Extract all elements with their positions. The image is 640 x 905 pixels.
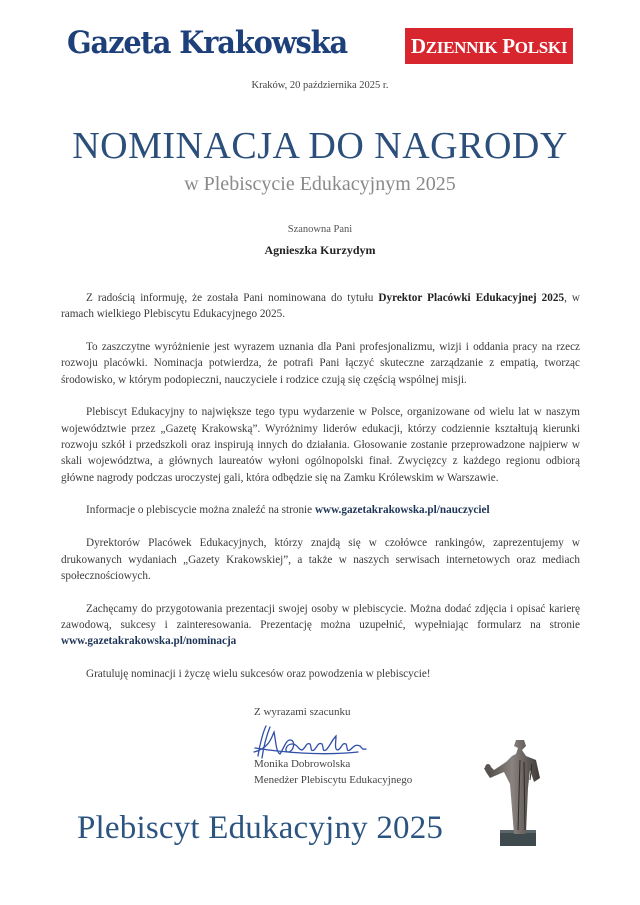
paragraph-text: , w ramach wielkiego Plebiscytu Edukacyjnego 2025. bbox=[61, 292, 580, 321]
dziennik-polski-logo bbox=[405, 28, 573, 64]
footer-title: Plebiscyt Edukacyjny 2025 bbox=[77, 810, 444, 846]
nominacja-link[interactable]: www.gazetakrakowska.pl/nominacja bbox=[61, 635, 237, 648]
letter-title: NOMINACJA DO NAGRODY bbox=[72, 125, 568, 167]
paragraph-text: Zachęcamy do przygotowania prezentacji swojej osoby w plebiscycie. Można dodać zdjęcia i opisać karierę zawodową, sukcesy i zainteresowania. Prezentację można uzupełnić, wypełniając formularz na stronie bbox=[61, 602, 580, 631]
salutation: Szanowna Pani bbox=[287, 224, 353, 235]
paragraph-recognition: To zaszczytne wyróżnienie jest wyrazem uznania dla Pani profesjonalizmu, wizji i oddania pracy na rzecz rozwoju placówki. Nominacja potwierdza, że potrafi Pani łączyć skuteczne zarządzanie z empatią, tworząc środowisko, w którym podopieczni, nauczyciele i rodzice czują się częścią wspólnej misji. bbox=[61, 341, 580, 386]
gazeta-krakowska-logo: Gazeta Krakowska bbox=[67, 25, 348, 61]
nauczyciel-link[interactable]: www.gazetakrakowska.pl/nauczyciel bbox=[314, 504, 490, 517]
logo-word: OLSKI bbox=[514, 38, 568, 57]
logo-letter: D bbox=[410, 34, 426, 58]
date-line: Kraków, 20 października 2025 r. bbox=[251, 80, 389, 91]
paragraph-text: Z radością informuję, że została Pani nominowana do tytułu bbox=[86, 292, 379, 304]
signatory-name: Monika Dobrowolska bbox=[254, 758, 351, 770]
logo-letter: P bbox=[502, 34, 515, 58]
statue-trophy-icon bbox=[480, 730, 560, 848]
paragraph-presentation bbox=[61, 601, 580, 650]
paragraph-website bbox=[61, 502, 580, 518]
logo-word: ZIENNIK bbox=[425, 38, 498, 57]
handwritten-signature-icon bbox=[250, 722, 380, 762]
paragraph-text: Informacje o plebiscycie można znaleźć na stronie bbox=[86, 504, 315, 517]
closing-phrase: Z wyrazami szacunku bbox=[254, 706, 351, 718]
paragraph-congratulations: Gratuluję nominacji i życzę wielu sukcesów oraz powodzenia w plebiscycie! bbox=[86, 668, 431, 681]
recipient-name: Agnieszka Kurzydym bbox=[264, 243, 376, 257]
signatory-role: Menedżer Plebiscytu Edukacyjnego bbox=[254, 774, 413, 786]
award-title: Dyrektor Placówki Edukacyjnej 2025 bbox=[378, 292, 565, 304]
paragraph-rankings: Dyrektorów Placówek Edukacyjnych, którzy znajdą się w czołówce rankingów, zaprezentujemy w drukowanych wydaniach „Gazety Krakowskiej”, a także w naszych serwisach internetowych oraz mediach społecznościowych. bbox=[61, 537, 580, 582]
letter-subtitle: w Plebiscycie Edukacyjnym 2025 bbox=[184, 173, 456, 195]
letter-body bbox=[61, 290, 580, 699]
paragraph-nomination bbox=[61, 290, 580, 323]
paragraph-plebiscite-info: Plebiscyt Edukacyjny to największe tego typu wydarzenie w Polsce, organizowane od wielu lat w naszym województwie przez „Gazetę Krakowską”. Wyróżnimy liderów edukacji, którzy codziennie kształtują kierunki rozwoju szkół i przedszkoli oraz inspirują innych do działania. Głosowanie zostanie przeprowadzone najpierw w skali województwa, a głównych laureatów wyłoni ogólnopolski finał. Zwycięzcy z każdego regionu odbiorą główne nagrody podczas uroczystej gali, która odbędzie się na Zamku Królewskim w Warszawie. bbox=[61, 406, 580, 484]
